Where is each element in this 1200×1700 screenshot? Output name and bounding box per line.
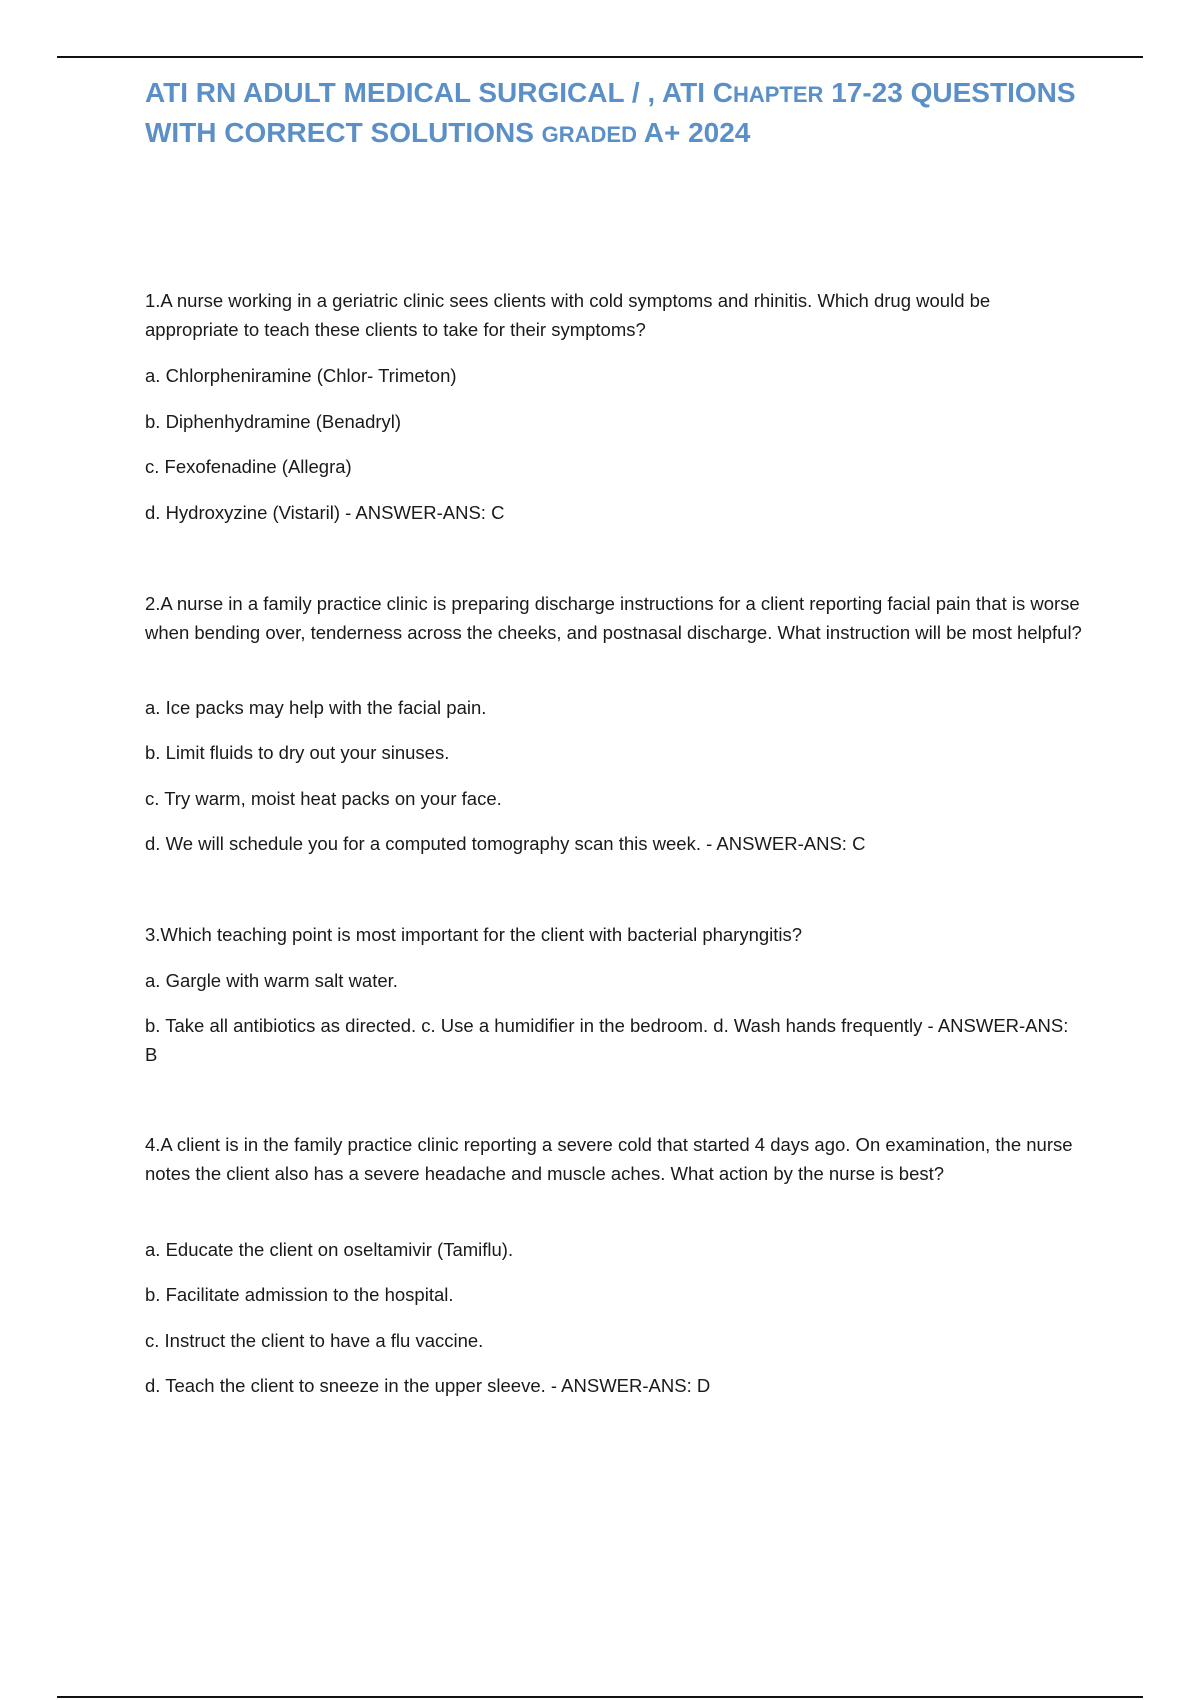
question-4-option-a: a. Educate the client on oseltamivir (Tamiflu). — [145, 1239, 514, 1260]
question-2-option-c: c. Try warm, moist heat packs on your face. — [145, 788, 502, 809]
title-line2-a: WITH CORRECT SOLUTIONS — [145, 117, 542, 148]
question-3-stem: 3.Which teaching point is most important for the client with bacterial pharyngitis? — [145, 924, 803, 945]
title-line1-a: ATI RN ADULT MEDICAL SURGICAL / , ATI C — [145, 77, 733, 108]
question-1-option-c: c. Fexofenadine (Allegra) — [145, 456, 352, 477]
question-2-option-b: b. Limit fluids to dry out your sinuses. — [145, 742, 450, 763]
question-4-option-b: b. Facilitate admission to the hospital. — [145, 1284, 454, 1305]
question-1-option-b: b. Diphenhydramine (Benadryl) — [145, 411, 402, 432]
top-divider — [57, 56, 1143, 58]
question-2-option-a: a. Ice packs may help with the facial pain. — [145, 697, 487, 718]
question-1-option-a: a. Chlorpheniramine (Chlor- Trimeton) — [145, 365, 457, 386]
document-title — [145, 74, 1105, 154]
title-line2-b: A+ 2024 — [637, 117, 751, 148]
question-4-stem: 4.A client is in the family practice clinic reporting a severe cold that started 4 days ago. On examination, the nurse notes the client also has a severe headache and muscle aches. What action by the nurse is best? — [145, 1134, 1073, 1184]
question-1-option-d: d. Hydroxyzine (Vistaril) - ANSWER-ANS: C — [145, 502, 505, 523]
question-2-stem: 2.A nurse in a family practice clinic is preparing discharge instructions for a client reporting facial pain that is worse when bending over, tenderness across the cheeks, and postnasal discharge. What instruction will be most helpful? — [145, 593, 1082, 643]
question-4-option-d: d. Teach the client to sneeze in the upper sleeve. - ANSWER-ANS: D — [145, 1375, 711, 1396]
question-3-option-a: a. Gargle with warm salt water. — [145, 970, 398, 991]
question-4-option-c: c. Instruct the client to have a flu vaccine. — [145, 1330, 484, 1351]
title-line1-b: 17-23 QUESTIONS — [823, 77, 1076, 108]
bottom-divider — [57, 1696, 1143, 1698]
title-line2-smallcaps: GRADED — [541, 122, 637, 147]
question-3-option-b-c-d: b. Take all antibiotics as directed. c. Use a humidifier in the bedroom. d. Wash hands frequently - ANSWER-ANS: B — [145, 1015, 1069, 1065]
question-2-option-d: d. We will schedule you for a computed tomography scan this week. - ANSWER-ANS: C — [145, 833, 866, 854]
title-line1-smallcaps: HAPTER — [732, 82, 824, 107]
question-1-stem: 1.A nurse working in a geriatric clinic sees clients with cold symptoms and rhinitis. Which drug would be appropriate to teach these clients to take for their symptoms? — [145, 290, 991, 340]
